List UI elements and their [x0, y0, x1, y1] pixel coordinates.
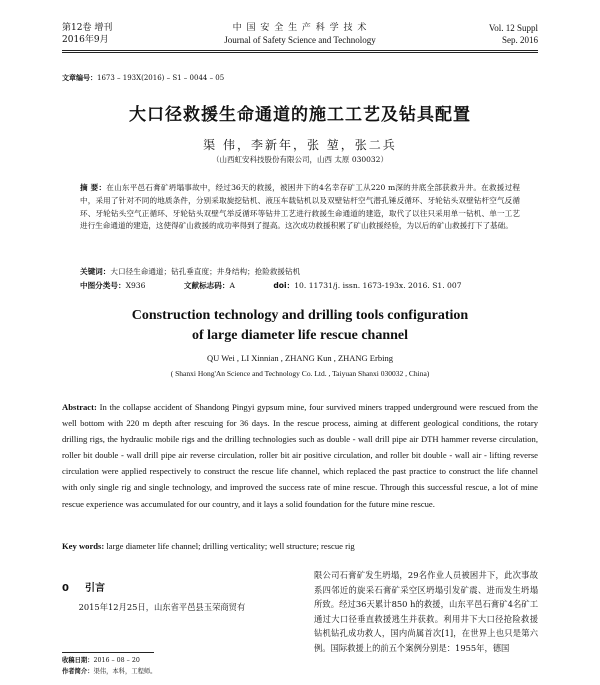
section-title: 引言 [84, 583, 105, 594]
date-en: Sep. 2016 [502, 35, 538, 45]
article-number [62, 73, 224, 83]
volume-issue: 第12卷 增刊 [62, 23, 113, 33]
keywords-en [62, 539, 538, 553]
classification-line [80, 280, 520, 292]
abstract-en-text: In the collapse accident of Shandong Pingyi gypsum mine, four survived miners trapped underground were rescued from the well bottom with 220 m depth after rescuing for 36 days. In the rescue process, aiming at different geological conditions, the rotary drilling rigs, the hydraulic mobile rigs and the drilling technologies such as double - wall drill pipe air DTH hammer reverse circulation, roller bit double - wall drill pipe air reverse circulation, roller bit air positive circulation, and roller bit double - wall air - lifting reverse circulation were applied respectively to construct the rescue life channel, which replaced the past practice to construct the life channel with only single rig and single technology, and improved the success rate of mine rescue. Through this successful rescue, a lot of mine rescue experience was accumulated for our country, and it lays a solid foundation for the future mine rescue. [62, 402, 538, 509]
doc-code-value: A [229, 281, 235, 290]
doi-label: doi： [273, 281, 295, 290]
authors-en: QU Wei , LI Xinnian , ZHANG Kun , ZHANG Erbing [207, 353, 393, 363]
author-bio-label: 作者简介： [62, 668, 94, 675]
running-header-right [489, 22, 538, 46]
keywords-cn-label: 关键词： [80, 267, 111, 276]
abstract-en [62, 399, 538, 512]
received-value: 2016 – 08 – 20 [93, 657, 140, 664]
page-title-en [0, 306, 600, 346]
keywords-en-text: large diameter life channel; drilling verticality; well structure; rescue rig [106, 541, 355, 551]
body-left-paragraph: 2015年12月25日，山东省平邑县玉荣商贸有 [78, 602, 246, 612]
header-rule-bottom [62, 52, 538, 53]
keywords-en-label: Key words: [62, 541, 105, 551]
body-right-paragraph: 限公司石膏矿发生坍塌，29名作业人员被困井下，此次事故系四邻近的旋采石膏矿采空区坍塌引发矿震、进而发生坍塌所致。经过36天累计850 h的救援，山东平邑石膏矿4名矿工通过大口径垂直救援逃生并获救。利用井下大口径抢险救援钻机钻孔成功救人，国内尚属首次[1]，在世界上也只是第六例。国际救援上的前五个案例分别是：1955年，德国 [314, 570, 538, 653]
volume-en: Vol. 12 Suppl [488, 23, 538, 33]
class-label: 中图分类号： [80, 281, 126, 290]
author-bio-value: 渠伟，本科，工程师。 [93, 668, 157, 675]
article-number-value: 1673 – 193X(2016) – S1 – 0044 – 05 [97, 74, 225, 82]
abstract-cn [80, 182, 520, 233]
section-number: 0 [62, 583, 69, 594]
authors-cn: 渠 伟，李新年，张 堃，张二兵 [203, 138, 397, 152]
footnote-rule [62, 652, 154, 653]
publication-date: 2016年9月 [62, 35, 109, 45]
page-title-cn: 大口径救援生命通道的施工工艺及钻具配置 [129, 105, 471, 125]
affiliation-cn: （山西虹安科技股份有限公司，山西 太原 030032） [212, 155, 388, 164]
title-en-line2: of large diameter life rescue channel [191, 328, 409, 343]
class-value: X936 [125, 281, 146, 290]
footnote-received [62, 656, 292, 665]
article-number-label: 文章编号： [62, 73, 97, 82]
received-label: 收稿日期： [62, 657, 94, 664]
keywords-cn-text: 大口径生命通道；钻孔垂直度；井身结构；抢险救援钻机 [110, 267, 301, 276]
doi-value: 10. 11731/j. issn. 1673-193x. 2016. S1. 007 [294, 281, 462, 290]
affiliation-en: ( Shanxi Hong'An Science and Technology Co. Ltd. , Taiyuan Shanxi 030032 , China) [170, 369, 430, 378]
abstract-en-label: Abstract: [62, 402, 97, 412]
abstract-cn-label: 摘 要： [80, 183, 107, 192]
header-rule-top [62, 50, 538, 51]
section-heading-intro [62, 579, 121, 594]
journal-name-en: Journal of Safety Science and Technology [224, 35, 376, 45]
doc-code-label: 文献标志码： [183, 281, 230, 290]
journal-name-cn: 中 国 安 全 生 产 科 学 技 术 [232, 23, 368, 33]
title-en-line1: Construction technology and drilling tools configuration [131, 308, 469, 323]
keywords-cn [80, 266, 520, 278]
abstract-cn-text: 在山东平邑石膏矿坍塌事故中，经过36天的救援，被困井下的4名幸存矿工从220 m深的井底全部获救升井。在救援过程中，采用了针对不同的地质条件，分别采取旋挖钻机、液压车载钻机以及双壁钻杆空气潜孔锤反循环、牙轮钻头双壁钻杆空气反循环、牙轮钻头空气正循环、牙轮钻头双壁气举反循环等钻井工艺进行救援生命通道的建造，取代了以往只采用单一钻机、单一工艺进行生命通道的建造，这使得矿山救援的成功率得到了提高。这次成功救援积累了矿山救援经验，为以后的矿山救援打下了基础。 [80, 183, 520, 231]
footnote-author [62, 667, 292, 676]
